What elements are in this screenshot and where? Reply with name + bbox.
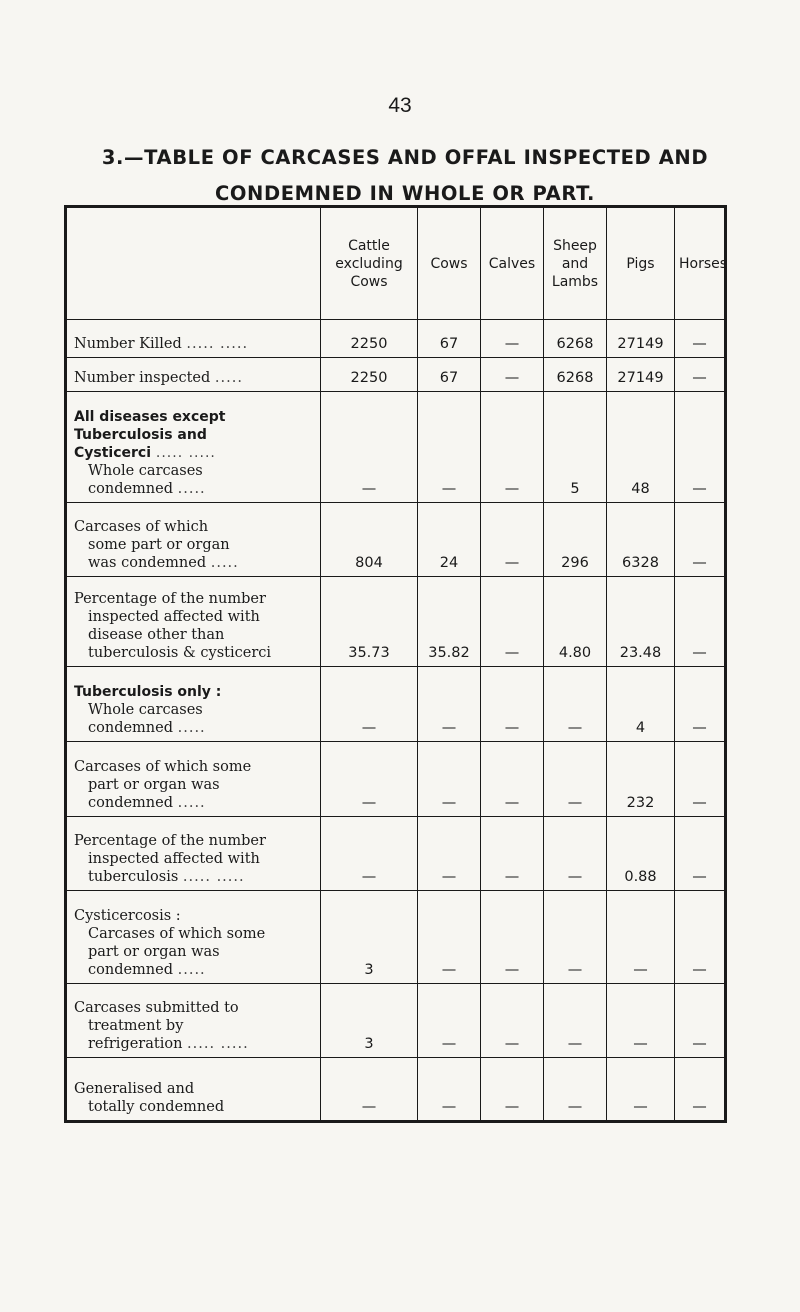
row-label-inspected bbox=[66, 358, 321, 392]
cell-pigs: 27149 bbox=[607, 320, 675, 358]
leader-dots: ..... bbox=[177, 795, 206, 811]
header-row bbox=[66, 207, 726, 320]
row-label-text: treatment by bbox=[88, 1018, 184, 1034]
row-label-text: part or organ was bbox=[88, 944, 220, 960]
cell-sheep: — bbox=[544, 984, 607, 1058]
section-heading: Cysticerci bbox=[74, 445, 152, 461]
table-row bbox=[66, 392, 726, 503]
cell-horses: — bbox=[675, 358, 726, 392]
row-label-all-whole bbox=[66, 392, 321, 503]
cell-cattle: — bbox=[321, 1058, 418, 1122]
cell-calves: — bbox=[481, 358, 544, 392]
cell-horses: — bbox=[675, 503, 726, 577]
cell-sheep: 6268 bbox=[544, 358, 607, 392]
section-heading: All diseases except bbox=[74, 409, 226, 425]
leader-dots: ..... bbox=[177, 720, 206, 736]
cell-sheep: 4.80 bbox=[544, 577, 607, 667]
row-label-refrigeration bbox=[66, 984, 321, 1058]
row-label-tb-part bbox=[66, 742, 321, 817]
cell-calves: — bbox=[481, 320, 544, 358]
row-label-text: Percentage of the number bbox=[74, 833, 266, 849]
col-header-cows bbox=[418, 207, 481, 320]
cell-calves: — bbox=[481, 891, 544, 984]
cell-calves: — bbox=[481, 742, 544, 817]
section-heading: Tuberculosis only : bbox=[74, 684, 222, 700]
row-label-cysticercosis bbox=[66, 891, 321, 984]
cell-sheep: — bbox=[544, 742, 607, 817]
cell-calves: — bbox=[481, 392, 544, 503]
cell-sheep: — bbox=[544, 667, 607, 742]
cell-calves: — bbox=[481, 667, 544, 742]
col-header-horses-label: Horses bbox=[679, 255, 728, 272]
cell-horses: — bbox=[675, 320, 726, 358]
leader-dots: ..... bbox=[210, 555, 239, 571]
cell-horses: — bbox=[675, 817, 726, 891]
cell-pigs: — bbox=[607, 984, 675, 1058]
row-label-text: refrigeration bbox=[88, 1036, 183, 1052]
row-label-text: condemned bbox=[88, 720, 174, 736]
cell-cattle: 3 bbox=[321, 984, 418, 1058]
row-label-text: disease other than bbox=[88, 627, 225, 643]
row-label-text: tuberculosis bbox=[88, 869, 179, 885]
row-label-text: Percentage of the number bbox=[74, 591, 266, 607]
cell-sheep: 5 bbox=[544, 392, 607, 503]
cell-pigs: 6328 bbox=[607, 503, 675, 577]
leader-dots: ..... bbox=[214, 370, 243, 386]
cell-horses: — bbox=[675, 577, 726, 667]
row-label-text: Whole carcases bbox=[88, 702, 203, 718]
cell-cattle: 3 bbox=[321, 891, 418, 984]
row-label-text: Number Killed bbox=[74, 336, 182, 352]
cell-cows: — bbox=[418, 817, 481, 891]
title-line-1: 3.—TABLE OF CARCASES AND OFFAL INSPECTED AND bbox=[101, 146, 709, 169]
table-row bbox=[66, 358, 726, 392]
leader-dots: ..... ..... bbox=[182, 869, 245, 885]
cell-calves: — bbox=[481, 577, 544, 667]
leader-dots: ..... ..... bbox=[155, 445, 216, 461]
col-header-sheep-line2: and bbox=[561, 255, 589, 272]
col-header-cattle-line2: excluding bbox=[335, 255, 403, 272]
table-row bbox=[66, 667, 726, 742]
cell-cattle: — bbox=[321, 392, 418, 503]
col-header-calves bbox=[481, 207, 544, 320]
cell-cows: 24 bbox=[418, 503, 481, 577]
col-header-sheep bbox=[544, 207, 607, 320]
cell-cows: 67 bbox=[418, 358, 481, 392]
row-label-text: totally condemned bbox=[88, 1099, 225, 1115]
cell-horses: — bbox=[675, 392, 726, 503]
table-row bbox=[66, 320, 726, 358]
row-label-generalised bbox=[66, 1058, 321, 1122]
cell-cows: — bbox=[418, 392, 481, 503]
cell-sheep: — bbox=[544, 817, 607, 891]
col-header-cattle-line1: Cattle bbox=[348, 237, 390, 254]
cell-cows: — bbox=[418, 667, 481, 742]
cell-cattle: — bbox=[321, 817, 418, 891]
table-row bbox=[66, 503, 726, 577]
cell-cattle: 2250 bbox=[321, 358, 418, 392]
col-header-cattle-line3: Cows bbox=[350, 273, 388, 290]
table-row bbox=[66, 577, 726, 667]
cell-pigs: 48 bbox=[607, 392, 675, 503]
row-label-all-pct bbox=[66, 577, 321, 667]
row-label-text: tuberculosis & cysticerci bbox=[88, 645, 272, 661]
row-label-text: Carcases submitted to bbox=[74, 1000, 239, 1016]
row-label-text: inspected affected with bbox=[88, 609, 260, 625]
col-header-calves-label: Calves bbox=[488, 255, 536, 272]
carcase-inspection-table bbox=[64, 205, 727, 1123]
table-row bbox=[66, 742, 726, 817]
row-label-text: Whole carcases bbox=[88, 463, 203, 479]
row-label-text: condemned bbox=[88, 795, 174, 811]
cell-sheep: — bbox=[544, 1058, 607, 1122]
cell-calves: — bbox=[481, 503, 544, 577]
cell-horses: — bbox=[675, 1058, 726, 1122]
cell-horses: — bbox=[675, 742, 726, 817]
col-header-sheep-line3: Lambs bbox=[551, 273, 599, 290]
cell-pigs: — bbox=[607, 891, 675, 984]
table-row bbox=[66, 984, 726, 1058]
cell-sheep: — bbox=[544, 891, 607, 984]
cell-cattle: — bbox=[321, 667, 418, 742]
col-header-sheep-line1: Sheep bbox=[553, 237, 597, 254]
row-label-text: was condemned bbox=[88, 555, 207, 571]
table-row bbox=[66, 891, 726, 984]
cell-sheep: 6268 bbox=[544, 320, 607, 358]
table-row bbox=[66, 817, 726, 891]
row-label-text: Number inspected bbox=[74, 370, 211, 386]
row-label-killed bbox=[66, 320, 321, 358]
page-title bbox=[40, 140, 770, 212]
cell-cows: — bbox=[418, 1058, 481, 1122]
row-label-text: Carcases of which bbox=[74, 519, 209, 535]
row-label-text: inspected affected with bbox=[88, 851, 260, 867]
row-label-text: Generalised and bbox=[74, 1081, 195, 1097]
leader-dots: ..... bbox=[177, 481, 206, 497]
cell-cows: — bbox=[418, 984, 481, 1058]
cell-calves: — bbox=[481, 817, 544, 891]
cell-calves: — bbox=[481, 1058, 544, 1122]
cell-pigs: 232 bbox=[607, 742, 675, 817]
cell-cattle: 2250 bbox=[321, 320, 418, 358]
leader-dots: ..... ..... bbox=[187, 1036, 249, 1052]
cell-cows: 67 bbox=[418, 320, 481, 358]
cell-horses: — bbox=[675, 667, 726, 742]
col-header-horses bbox=[675, 207, 726, 320]
cell-pigs: 0.88 bbox=[607, 817, 675, 891]
cell-cattle: 35.73 bbox=[321, 577, 418, 667]
cell-pigs: 23.48 bbox=[607, 577, 675, 667]
leader-dots: ..... bbox=[177, 962, 206, 978]
row-label-text: some part or organ bbox=[88, 537, 230, 553]
row-label-all-part bbox=[66, 503, 321, 577]
row-label-text: Carcases of which some bbox=[74, 759, 252, 775]
cell-cattle: 804 bbox=[321, 503, 418, 577]
cell-pigs: — bbox=[607, 1058, 675, 1122]
cell-sheep: 296 bbox=[544, 503, 607, 577]
cell-calves: — bbox=[481, 984, 544, 1058]
row-label-tb-whole bbox=[66, 667, 321, 742]
header-blank bbox=[66, 207, 321, 320]
cell-horses: — bbox=[675, 984, 726, 1058]
row-label-tb-pct bbox=[66, 817, 321, 891]
cell-pigs: 27149 bbox=[607, 358, 675, 392]
col-header-pigs-label: Pigs bbox=[626, 255, 655, 272]
cell-cows: — bbox=[418, 742, 481, 817]
cell-cows: 35.82 bbox=[418, 577, 481, 667]
cell-cattle: — bbox=[321, 742, 418, 817]
cell-cows: — bbox=[418, 891, 481, 984]
cell-horses: — bbox=[675, 891, 726, 984]
col-header-pigs bbox=[607, 207, 675, 320]
cell-pigs: 4 bbox=[607, 667, 675, 742]
col-header-cows-label: Cows bbox=[430, 255, 468, 272]
page-number: 43 bbox=[388, 94, 412, 117]
section-heading: Tuberculosis and bbox=[74, 427, 207, 443]
row-label-text: condemned bbox=[88, 481, 174, 497]
table-row bbox=[66, 1058, 726, 1122]
row-label-text: condemned bbox=[88, 962, 174, 978]
leader-dots: ..... ..... bbox=[186, 336, 249, 352]
row-label-text: Carcases of which some bbox=[88, 926, 266, 942]
col-header-cattle bbox=[321, 207, 418, 320]
row-label-text: Cysticercosis : bbox=[74, 908, 181, 924]
row-label-text: part or organ was bbox=[88, 777, 220, 793]
title-line-2: CONDEMNED IN WHOLE OR PART. bbox=[214, 182, 596, 205]
